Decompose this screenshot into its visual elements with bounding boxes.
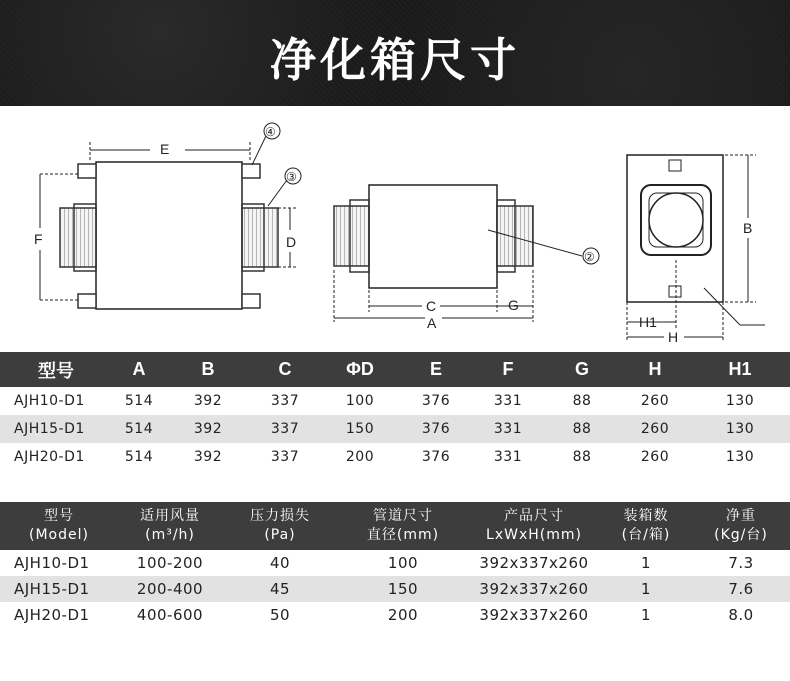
dimensions-header-row — [0, 352, 790, 387]
dim-label-B: B — [743, 220, 753, 236]
side-view-drawing — [334, 185, 599, 322]
table-row — [0, 387, 790, 415]
header-model: 型号 — [0, 352, 112, 387]
cell-H: 260 — [640, 393, 670, 409]
cell-duct-size: 200 — [387, 606, 419, 624]
cell-duct-size: 100 — [387, 554, 419, 572]
header-H1: H1 — [690, 352, 790, 387]
cell-C: 337 — [250, 415, 320, 443]
cell-net-weight: 7.6 — [692, 576, 790, 602]
cell-A: 514 — [124, 449, 154, 465]
cell-product-size: 392x337x260 — [479, 606, 589, 624]
cell-D: 100 — [345, 393, 375, 409]
cell-H1: 130 — [725, 393, 755, 409]
header-H: H — [620, 352, 690, 387]
cell-G: 88 — [544, 415, 620, 443]
cell-pressure-loss: 50 — [269, 606, 291, 624]
header-C: C — [250, 352, 320, 387]
cell-pack-qty: 1 — [640, 606, 652, 624]
header-D: ΦD — [320, 352, 400, 387]
cell-H1: 130 — [690, 415, 790, 443]
cell-B: 392 — [166, 415, 250, 443]
cell-net-weight: 8.0 — [728, 606, 754, 624]
cell-airflow: 100-200 — [136, 554, 204, 572]
header-pack-qty: 装箱数 (台/箱) — [600, 502, 692, 550]
cell-E: 376 — [400, 415, 472, 443]
table-row — [0, 550, 790, 576]
table-row — [0, 415, 790, 443]
page-title: 净化箱尺寸 — [270, 33, 520, 87]
dim-label-C: C — [426, 298, 437, 314]
cell-G: 88 — [572, 393, 592, 409]
dim-label-D: D — [286, 234, 297, 250]
cell-F: 331 — [493, 393, 523, 409]
cell-E: 376 — [421, 449, 451, 465]
cell-model: AJH20-D1 — [14, 449, 85, 465]
cell-net-weight: 7.3 — [728, 554, 754, 572]
title-banner — [0, 0, 790, 106]
cell-C: 337 — [270, 449, 300, 465]
cell-A: 514 — [124, 393, 154, 409]
header-duct-size: 管道尺寸 直径(mm) — [338, 502, 468, 550]
cell-H1: 130 — [725, 449, 755, 465]
cell-model: AJH10-D1 — [14, 393, 85, 409]
cell-pack-qty: 1 — [600, 576, 692, 602]
callout-4: ④ — [265, 125, 276, 139]
front-view-drawing — [40, 123, 301, 309]
cell-E: 376 — [421, 393, 451, 409]
cell-model: AJH20-D1 — [14, 606, 90, 624]
table-row — [0, 443, 790, 471]
header-product-size: 产品尺寸 LxWxH(mm) — [468, 502, 600, 550]
dim-label-H: H — [668, 329, 679, 345]
specs-table — [0, 502, 790, 628]
cell-product-size: 392x337x260 — [479, 554, 589, 572]
cell-model: AJH15-D1 — [0, 576, 118, 602]
header-B: B — [166, 352, 250, 387]
cell-H: 260 — [640, 449, 670, 465]
specs-header-row — [0, 502, 790, 550]
callout-2: ② — [584, 250, 595, 264]
dim-label-E: E — [160, 141, 170, 157]
cell-airflow: 400-600 — [136, 606, 204, 624]
table-row — [0, 576, 790, 602]
cell-C: 337 — [270, 393, 300, 409]
cell-pack-qty: 1 — [640, 554, 652, 572]
callout-3: ③ — [286, 170, 297, 184]
header-pressure-loss: 压力损失 (Pa) — [222, 502, 338, 550]
dim-label-F: F — [34, 231, 43, 247]
cell-pressure-loss: 45 — [222, 576, 338, 602]
cell-H: 260 — [620, 415, 690, 443]
cell-D: 200 — [345, 449, 375, 465]
header-E: E — [400, 352, 472, 387]
dim-label-H1: H1 — [639, 314, 657, 330]
header-A: A — [112, 352, 166, 387]
cell-model: AJH10-D1 — [14, 554, 90, 572]
cell-B: 392 — [193, 393, 223, 409]
header-model: 型号 (Model) — [0, 502, 118, 550]
cell-G: 88 — [572, 449, 592, 465]
header-G: G — [544, 352, 620, 387]
cell-pressure-loss: 40 — [269, 554, 291, 572]
cell-A: 514 — [112, 415, 166, 443]
cell-D: 150 — [320, 415, 400, 443]
dim-label-A: A — [427, 315, 437, 331]
cell-B: 392 — [193, 449, 223, 465]
dimensions-table — [0, 352, 790, 471]
cell-F: 331 — [493, 449, 523, 465]
header-net-weight: 净重 (Kg/台) — [692, 502, 790, 550]
cell-product-size: 392x337x260 — [468, 576, 600, 602]
dimension-drawings — [0, 106, 790, 352]
cell-model: AJH15-D1 — [0, 415, 112, 443]
header-airflow: 适用风量 (m³/h) — [118, 502, 222, 550]
cell-F: 331 — [472, 415, 544, 443]
table-row — [0, 602, 790, 628]
cell-duct-size: 150 — [338, 576, 468, 602]
header-F: F — [472, 352, 544, 387]
dim-label-G: G — [508, 297, 519, 313]
cell-airflow: 200-400 — [118, 576, 222, 602]
drawings-svg — [0, 106, 790, 352]
